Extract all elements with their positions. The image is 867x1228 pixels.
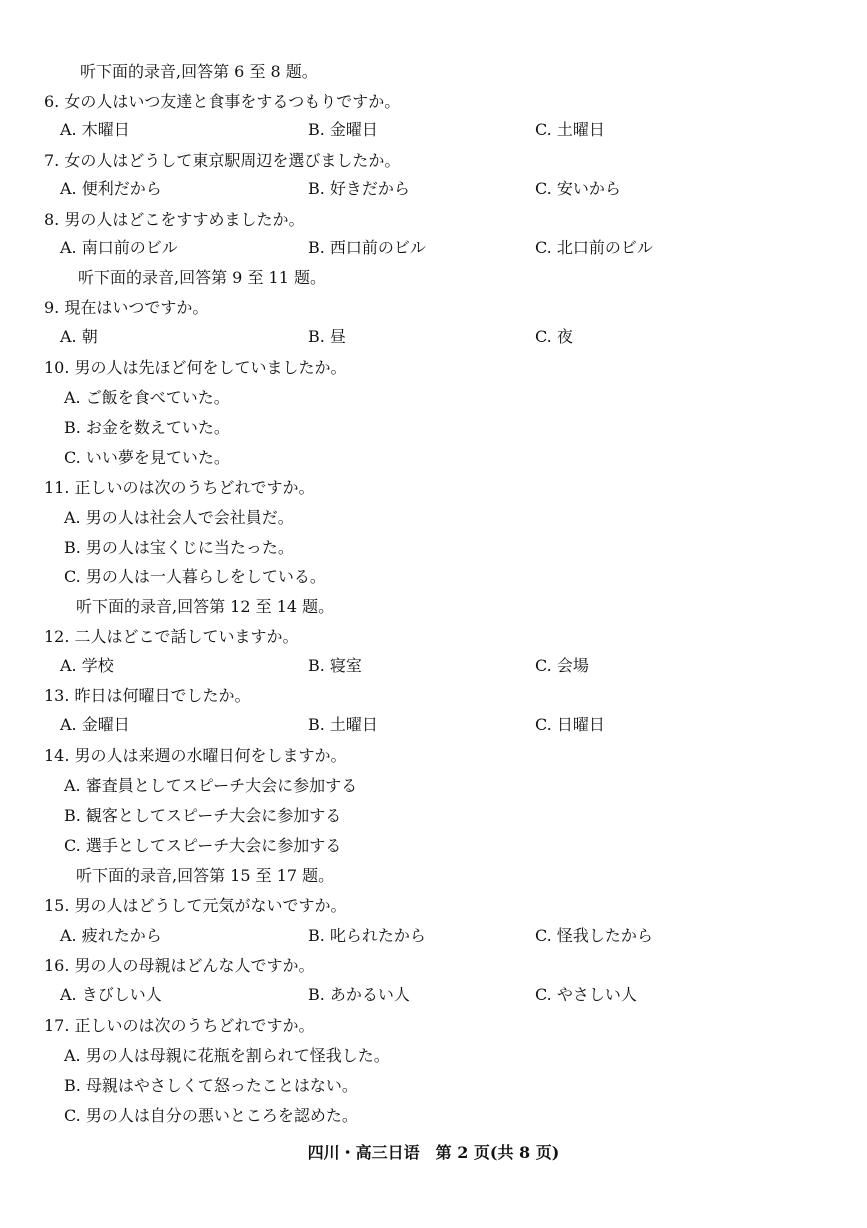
q13-option-b: B. 土曜日 (308, 715, 378, 734)
question-10: 10. 男の人は先ほど何をしていましたか。 (44, 358, 347, 377)
question-9: 9. 現在はいつですか。 (44, 298, 209, 317)
q17-option-b: B. 母親はやさしくて怒ったことはない。 (64, 1076, 358, 1095)
q9-option-a: A. 朝 (60, 327, 98, 346)
q8-option-b: B. 西口前のビル (308, 238, 426, 257)
q16-option-b: B. あかるい人 (308, 985, 410, 1004)
section-instruction: 听下面的录音,回答第 12 至 14 题。 (76, 597, 335, 616)
section-instruction: 听下面的录音,回答第 15 至 17 题。 (76, 866, 335, 885)
q10-option-b: B. お金を数えていた。 (64, 418, 230, 437)
q13-option-c: C. 日曜日 (535, 715, 605, 734)
question-11: 11. 正しいのは次のうちどれですか。 (44, 478, 315, 497)
question-6: 6. 女の人はいつ友達と食事をするつもりですか。 (44, 92, 401, 111)
q6-option-b: B. 金曜日 (308, 120, 378, 139)
q10-option-c: C. いい夢を見ていた。 (64, 448, 230, 467)
q7-option-a: A. 便利だから (60, 179, 162, 198)
question-16: 16. 男の人の母親はどんな人ですか。 (44, 956, 315, 975)
q12-option-b: B. 寝室 (308, 656, 362, 675)
q10-option-a: A. ご飯を食べていた。 (64, 388, 230, 407)
question-8: 8. 男の人はどこをすすめましたか。 (44, 210, 305, 229)
q14-option-c: C. 選手としてスピーチ大会に参加する (64, 836, 342, 855)
q17-option-c: C. 男の人は自分の悪いところを認めた。 (64, 1106, 358, 1125)
question-13: 13. 昨日は何曜日でしたか。 (44, 686, 251, 705)
question-7: 7. 女の人はどうして東京駅周辺を選びましたか。 (44, 151, 401, 170)
q13-option-a: A. 金曜日 (60, 715, 130, 734)
q6-option-a: A. 木曜日 (60, 120, 130, 139)
q11-option-a: A. 男の人は社会人で会社員だ。 (64, 508, 294, 527)
question-14: 14. 男の人は来週の水曜日何をしますか。 (44, 746, 347, 765)
section-instruction: 听下面的录音,回答第 6 至 8 题。 (80, 62, 318, 81)
q15-option-c: C. 怪我したから (535, 926, 653, 945)
q15-option-b: B. 叱られたから (308, 926, 426, 945)
q7-option-b: B. 好きだから (308, 179, 410, 198)
q12-option-a: A. 学校 (60, 656, 114, 675)
section-instruction: 听下面的录音,回答第 9 至 11 题。 (78, 268, 326, 287)
question-12: 12. 二人はどこで話していますか。 (44, 627, 299, 646)
q11-option-c: C. 男の人は一人暮らしをしている。 (64, 567, 326, 586)
q7-option-c: C. 安いから (535, 179, 621, 198)
q12-option-c: C. 会場 (535, 656, 589, 675)
q16-option-a: A. きびしい人 (60, 985, 162, 1004)
question-15: 15. 男の人はどうして元気がないですか。 (44, 896, 347, 915)
page-footer: 四川・高三日语 第 2 页(共 8 页) (307, 1143, 560, 1162)
q17-option-a: A. 男の人は母親に花瓶を割られて怪我した。 (64, 1046, 390, 1065)
q16-option-c: C. やさしい人 (535, 985, 637, 1004)
q8-option-a: A. 南口前のビル (60, 238, 178, 257)
q9-option-b: B. 昼 (308, 327, 346, 346)
question-17: 17. 正しいのは次のうちどれですか。 (44, 1016, 315, 1035)
q14-option-b: B. 観客としてスピーチ大会に参加する (64, 806, 342, 825)
q14-option-a: A. 審査員としてスピーチ大会に参加する (64, 776, 358, 795)
q9-option-c: C. 夜 (535, 327, 573, 346)
q11-option-b: B. 男の人は宝くじに当たった。 (64, 538, 294, 557)
q6-option-c: C. 土曜日 (535, 120, 605, 139)
q8-option-c: C. 北口前のビル (535, 238, 653, 257)
q15-option-a: A. 疲れたから (60, 926, 162, 945)
